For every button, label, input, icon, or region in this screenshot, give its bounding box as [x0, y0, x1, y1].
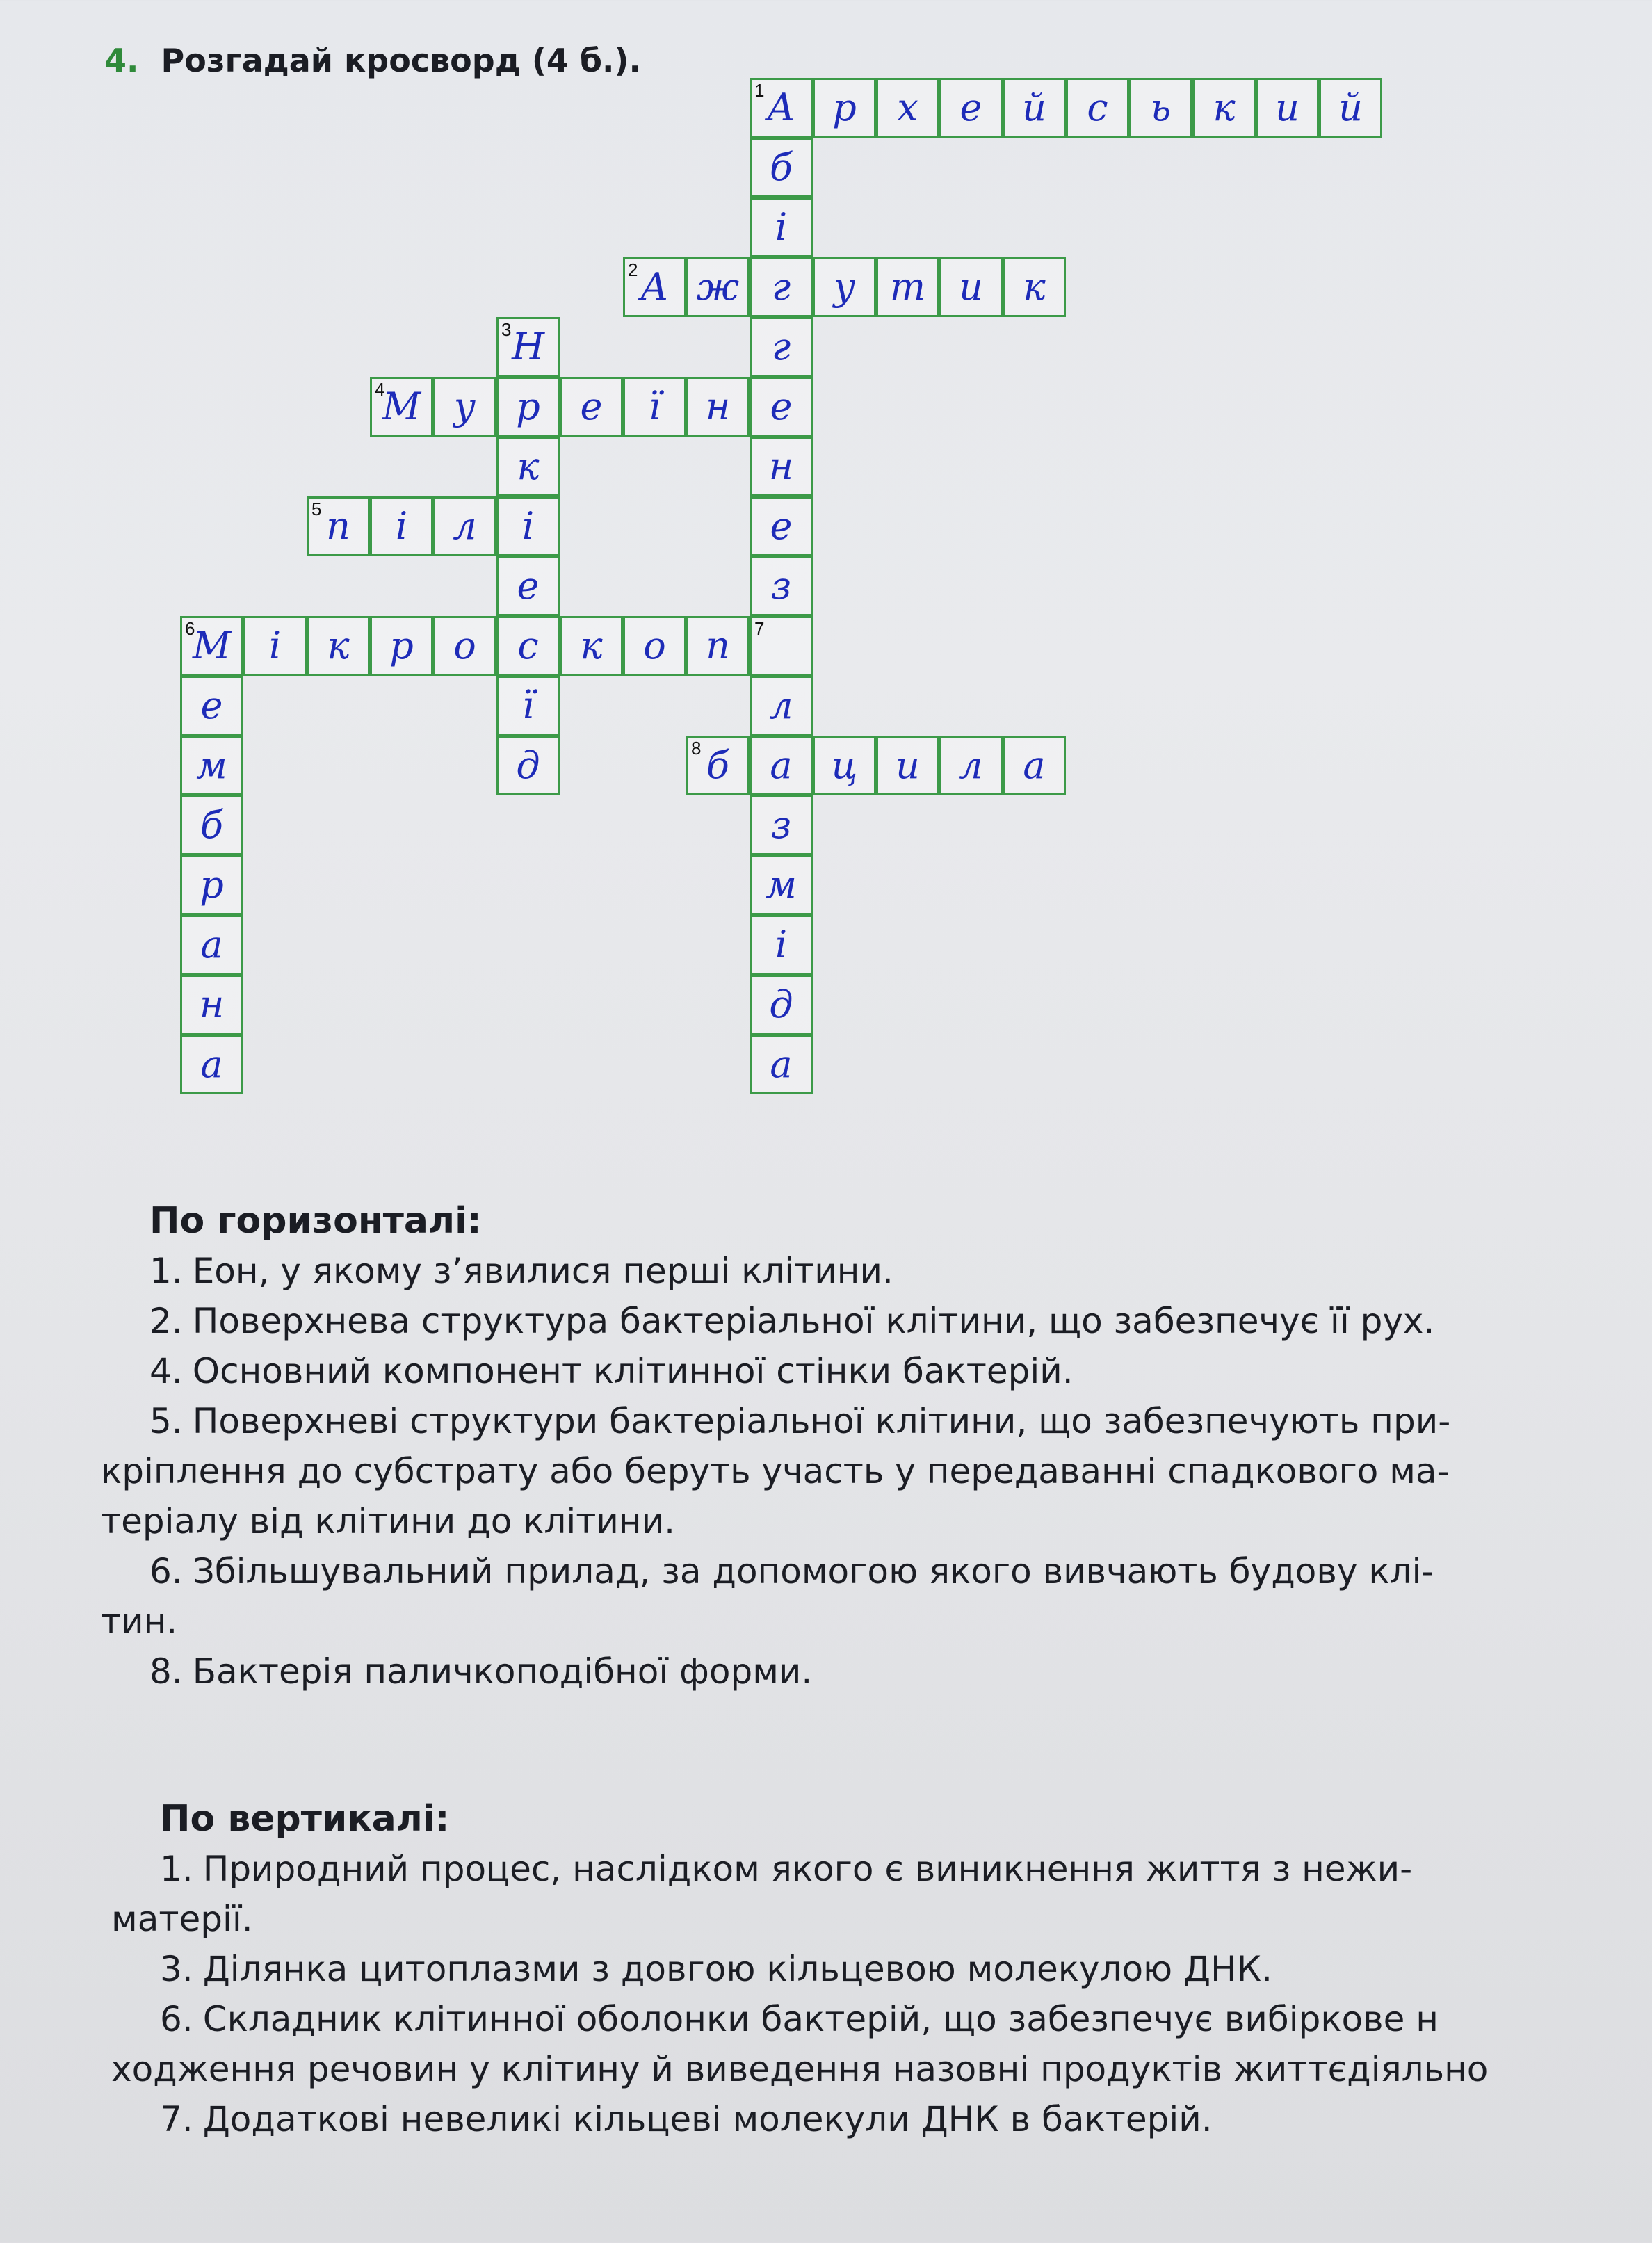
- clue-line: [160, 1844, 1652, 1894]
- crossword-cell[interactable]: [939, 257, 1003, 317]
- crossword-cell[interactable]: [560, 616, 623, 676]
- clue-line: [149, 1396, 1652, 1446]
- clue-text: Еон, у якому з’явилися перші клітини.: [192, 1251, 893, 1291]
- crossword-cell[interactable]: [750, 437, 813, 496]
- handwritten-letter: ж: [696, 265, 740, 309]
- horizontal-clues: [101, 1196, 1652, 1697]
- handwritten-letter: і: [521, 504, 535, 548]
- clue-text: Бактерія паличкоподібної форми.: [192, 1651, 813, 1692]
- crossword-cell[interactable]: [939, 736, 1003, 795]
- handwritten-letter: р: [389, 624, 414, 667]
- crossword-cell[interactable]: [1319, 78, 1382, 138]
- handwritten-letter: б: [200, 803, 223, 847]
- clue-text: Складник клітинної оболонки бактерій, що забезпечує вибіркове н: [202, 1999, 1439, 2039]
- crossword-cell[interactable]: [180, 795, 243, 855]
- handwritten-letter: М: [382, 384, 421, 428]
- crossword-cell[interactable]: [876, 78, 939, 138]
- crossword-cell[interactable]: [750, 855, 813, 915]
- handwritten-letter: р: [832, 86, 857, 129]
- handwritten-letter: М: [192, 624, 232, 667]
- vertical-clues: [111, 1794, 1652, 2144]
- crossword-cell[interactable]: [180, 975, 243, 1035]
- crossword-cell[interactable]: [496, 317, 560, 377]
- clue-line: [149, 1346, 1652, 1396]
- handwritten-letter: к: [327, 624, 350, 667]
- handwritten-letter: л: [453, 504, 477, 548]
- crossword-cell[interactable]: [750, 138, 813, 197]
- crossword-cell[interactable]: [750, 78, 813, 138]
- crossword-cell[interactable]: [813, 257, 876, 317]
- crossword-cell[interactable]: [496, 496, 560, 556]
- clue-number: 2.: [149, 1301, 183, 1341]
- crossword-cell[interactable]: [1192, 78, 1256, 138]
- clue-number: 1.: [149, 1251, 183, 1291]
- crossword-cell[interactable]: [686, 257, 750, 317]
- clue-number: 2: [628, 259, 638, 280]
- handwritten-letter: а: [1023, 743, 1046, 787]
- crossword-cell[interactable]: [180, 1035, 243, 1094]
- crossword-cell[interactable]: [876, 257, 939, 317]
- handwritten-letter: п: [706, 624, 730, 667]
- clue-continuation: матерії.: [111, 1899, 253, 1939]
- clue-number: 8.: [149, 1651, 183, 1692]
- handwritten-letter: г: [771, 265, 791, 309]
- handwritten-letter: х: [897, 86, 918, 129]
- handwritten-letter: о: [453, 624, 476, 667]
- clue-line: [149, 1546, 1652, 1596]
- crossword-cell[interactable]: [370, 616, 433, 676]
- handwritten-letter: й: [1022, 86, 1046, 129]
- clue-number: 7: [754, 618, 765, 639]
- crossword-cell[interactable]: [496, 676, 560, 736]
- crossword-cell[interactable]: [560, 377, 623, 437]
- crossword-cell[interactable]: [433, 377, 496, 437]
- clue-number: 3: [501, 319, 512, 340]
- handwritten-letter: д: [516, 743, 540, 787]
- handwritten-letter: а: [200, 1042, 223, 1086]
- clue-text: Поверхнева структура бактеріальної клітини, що забезпечує її рух.: [192, 1301, 1435, 1341]
- crossword-cell[interactable]: [496, 556, 560, 616]
- clue-line: [149, 1646, 1652, 1697]
- handwritten-letter: р: [516, 384, 540, 428]
- crossword-cell[interactable]: [750, 915, 813, 975]
- crossword-cell[interactable]: [370, 496, 433, 556]
- handwritten-letter: б: [706, 743, 729, 787]
- clue-line: [160, 2094, 1652, 2144]
- clue-continuation: ходження речовин у клітину й виведення назовні продуктів життєдіяльно: [111, 2049, 1489, 2089]
- handwritten-letter: і: [395, 504, 408, 548]
- crossword-cell[interactable]: [307, 616, 370, 676]
- crossword-cell[interactable]: [750, 616, 813, 676]
- clue-number: 6.: [160, 1999, 193, 2039]
- task-number: 4.: [104, 42, 139, 79]
- crossword-cell[interactable]: [496, 377, 560, 437]
- clue-number: 4.: [149, 1351, 183, 1391]
- clue-line: [149, 1296, 1652, 1346]
- crossword-cell[interactable]: [433, 616, 496, 676]
- crossword-cell[interactable]: [1003, 736, 1066, 795]
- crossword-cell[interactable]: [623, 616, 686, 676]
- handwritten-letter: е: [580, 384, 603, 428]
- handwritten-letter: ї: [521, 683, 535, 727]
- handwritten-letter: р: [200, 863, 224, 907]
- handwritten-letter: с: [517, 624, 539, 667]
- crossword-cell[interactable]: [750, 377, 813, 437]
- handwritten-letter: г: [771, 325, 791, 369]
- handwritten-letter: Н: [511, 325, 545, 369]
- clue-number: 8: [691, 738, 702, 759]
- crossword-cell[interactable]: [623, 257, 686, 317]
- clue-continuation: тин.: [101, 1601, 178, 1642]
- crossword-cell[interactable]: [750, 496, 813, 556]
- handwritten-letter: з: [770, 803, 792, 847]
- handwritten-letter: и: [1275, 86, 1299, 129]
- crossword-cell[interactable]: [180, 616, 243, 676]
- clue-number: 1.: [160, 1849, 193, 1889]
- handwritten-letter: е: [770, 384, 793, 428]
- clue-number: 6.: [149, 1551, 183, 1592]
- crossword-cell[interactable]: [686, 616, 750, 676]
- crossword-cell[interactable]: [813, 736, 876, 795]
- clue-line: [160, 1994, 1652, 2044]
- handwritten-letter: е: [770, 504, 793, 548]
- clue-text: Поверхневі структури бактеріальної клітини, що забезпечують при-: [192, 1401, 1451, 1441]
- crossword-cell[interactable]: [750, 257, 813, 317]
- handwritten-letter: и: [896, 743, 920, 787]
- clue-text: Додаткові невеликі кільцеві молекули ДНК в бактерій.: [202, 2099, 1213, 2139]
- crossword-cell[interactable]: [1066, 78, 1129, 138]
- handwritten-letter: з: [770, 564, 792, 608]
- crossword-cell[interactable]: [750, 317, 813, 377]
- handwritten-letter: о: [643, 624, 666, 667]
- handwritten-letter: и: [959, 265, 983, 309]
- clue-continuation: теріалу від клітини до клітини.: [101, 1501, 675, 1541]
- handwritten-letter: к: [580, 624, 603, 667]
- clue-number: 4: [375, 379, 385, 400]
- handwritten-letter: к: [517, 444, 540, 488]
- horizontal-heading: По горизонталі:: [149, 1200, 482, 1242]
- crossword-cell[interactable]: [1003, 78, 1066, 138]
- crossword-cell[interactable]: [813, 78, 876, 138]
- crossword-cell[interactable]: [180, 855, 243, 915]
- handwritten-letter: А: [640, 265, 669, 309]
- crossword-cell[interactable]: [750, 795, 813, 855]
- clue-text: Основний компонент клітинної стінки бактерій.: [192, 1351, 1074, 1391]
- crossword-cell[interactable]: [876, 736, 939, 795]
- crossword-cell[interactable]: [180, 736, 243, 795]
- crossword-cell[interactable]: [433, 496, 496, 556]
- crossword-cell[interactable]: [496, 437, 560, 496]
- clue-line: [160, 1944, 1652, 1994]
- crossword-cell[interactable]: [623, 377, 686, 437]
- clue-number: 7.: [160, 2099, 193, 2139]
- handwritten-letter: а: [770, 1042, 793, 1086]
- handwritten-letter: с: [1087, 86, 1108, 129]
- crossword-cell[interactable]: [1003, 257, 1066, 317]
- crossword-cell[interactable]: [750, 197, 813, 257]
- handwritten-letter: к: [1023, 265, 1046, 309]
- task-instruction: Розгадай кросворд (4 б.).: [161, 42, 642, 79]
- handwritten-letter: к: [1213, 86, 1236, 129]
- clue-text: Ділянка цитоплазми з довгою кільцевою молекулою ДНК.: [202, 1949, 1273, 1989]
- clue-number: 6: [185, 618, 195, 639]
- handwritten-letter: а: [200, 923, 223, 966]
- handwritten-letter: н: [705, 384, 731, 428]
- handwritten-letter: е: [517, 564, 540, 608]
- crossword-cell[interactable]: [750, 556, 813, 616]
- crossword-cell[interactable]: [496, 736, 560, 795]
- clue-line: [149, 1246, 1652, 1296]
- crossword-cell[interactable]: [939, 78, 1003, 138]
- clue-continuation: кріплення до субстрату або беруть участь у передаванні спадкового ма-: [101, 1451, 1450, 1491]
- handwritten-letter: л: [959, 743, 983, 787]
- handwritten-letter: е: [200, 683, 223, 727]
- handwritten-letter: ц: [831, 743, 858, 787]
- clue-number: 1: [754, 80, 765, 101]
- crossword-cell[interactable]: [750, 736, 813, 795]
- handwritten-letter: і: [775, 923, 788, 966]
- crossword-cell[interactable]: [243, 616, 307, 676]
- crossword-cell[interactable]: [307, 496, 370, 556]
- handwritten-letter: н: [199, 982, 225, 1026]
- crossword-cell[interactable]: [750, 676, 813, 736]
- clue-number: 5: [311, 499, 322, 519]
- crossword-cell[interactable]: [180, 676, 243, 736]
- handwritten-letter: м: [196, 743, 227, 787]
- handwritten-letter: і: [775, 205, 788, 249]
- crossword-cell[interactable]: [1129, 78, 1192, 138]
- handwritten-letter: е: [959, 86, 982, 129]
- handwritten-letter: д: [769, 982, 793, 1026]
- crossword-cell[interactable]: [1256, 78, 1319, 138]
- handwritten-letter: м: [766, 863, 797, 907]
- clue-number: 3.: [160, 1949, 193, 1989]
- handwritten-letter: т: [889, 265, 926, 309]
- handwritten-letter: а: [770, 743, 793, 787]
- crossword-cell[interactable]: [686, 377, 750, 437]
- handwritten-letter: ї: [648, 384, 661, 428]
- crossword-cell[interactable]: [370, 377, 433, 437]
- handwritten-letter: б: [770, 145, 793, 189]
- handwritten-letter: й: [1338, 86, 1363, 129]
- handwritten-letter: н: [768, 444, 794, 488]
- handwritten-letter: у: [833, 265, 856, 309]
- clue-text: Природний процес, наслідком якого є виникнення життя з нежи-: [202, 1849, 1413, 1889]
- handwritten-letter: ь: [1150, 86, 1172, 129]
- crossword-cell[interactable]: [686, 736, 750, 795]
- crossword-cell[interactable]: [750, 975, 813, 1035]
- crossword-cell[interactable]: [180, 915, 243, 975]
- vertical-heading: По вертикалі:: [160, 1798, 450, 1840]
- crossword-cell[interactable]: [750, 1035, 813, 1094]
- crossword-cell[interactable]: [496, 616, 560, 676]
- clue-text: Збільшувальний прилад, за допомогою якого вивчають будову клі-: [192, 1551, 1434, 1592]
- handwritten-letter: л: [769, 683, 793, 727]
- handwritten-letter: п: [326, 504, 350, 548]
- handwritten-letter: А: [767, 86, 795, 129]
- handwritten-letter: у: [453, 384, 476, 428]
- handwritten-letter: і: [268, 624, 282, 667]
- clue-number: 5.: [149, 1401, 183, 1441]
